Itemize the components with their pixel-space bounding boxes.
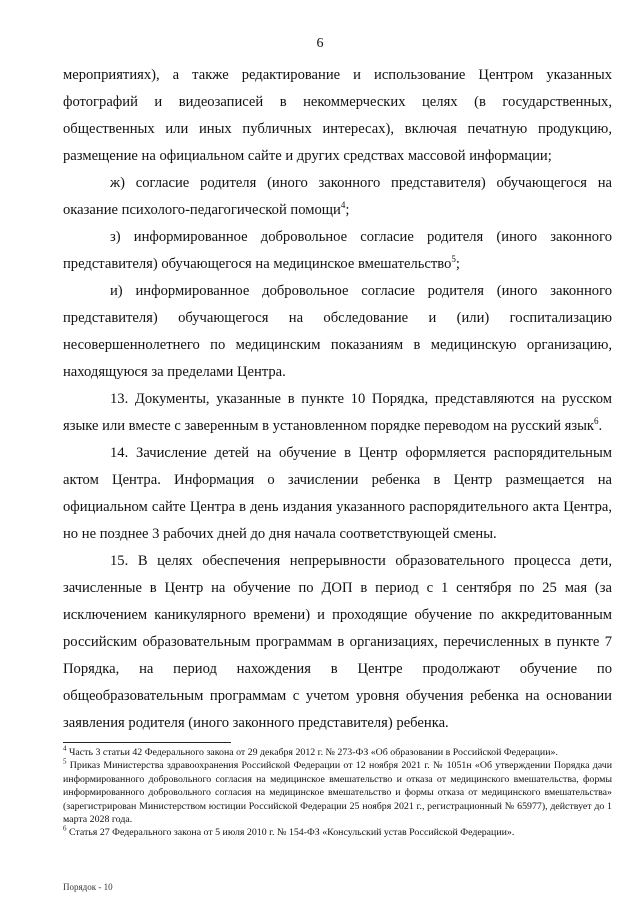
footnote-mark: 4 [63,744,67,753]
footnote-ref-4[interactable]: 4 [340,200,346,211]
paragraph-item-z [63,224,612,278]
paragraph-item-i: и) информированное добровольное согласие родителя (иного законного представителя) обучающегося на обследование и (или) госпитализацию несовершеннолетнего по медицинским показаниям в медицинскую организацию, находящуюся за пределами Центра. [63,283,612,380]
footnote-mark: 6 [63,825,67,834]
paragraph-punct: ; [455,256,460,272]
paragraph-14: 14. Зачисление детей на обучение в Центр оформляется распорядительным актом Центра. Информация о зачислении ребенка в Центр размещается на официальном сайте Центра в день издания указанного распорядительного акта Центра, но не позднее 3 рабочих дней до дня начала соответствующей смены. [63,445,612,542]
footnote-text: Статья 27 Федерального закона от 5 июля 2010 г. № 154-ФЗ «Консульский устав Российской Федерации». [66,827,515,839]
paragraph-text: 13. Документы, указанные в пункте 10 Порядка, представляются на русском языке или вместе с заверенным в установленном порядке переводом на русский язык [63,391,612,434]
footnotes [63,746,612,840]
document-body [63,62,612,737]
footnote-mark: 5 [63,758,67,767]
paragraph-15: 15. В целях обеспечения непрерывности образовательного процесса дети, зачисленные в Центр на обучение по ДОП в период с 1 сентября по 25 мая (за исключением каникулярного времени) и проходящие обучение по аккредитованным российским образовательным программам в организациях, перечисленных в пункте 7 Порядка, на период нахождения в Центре продолжают обучение по общеобразовательным программам с учетом уровня обучения ребенка на основании заявления родителя (иного законного представителя) ребенка. [63,553,612,731]
footnote-6 [63,826,612,839]
footnote-5 [63,759,612,826]
paragraph-13 [63,386,612,440]
paragraph-punct: . [598,418,603,434]
footnote-text: Часть 3 статьи 42 Федерального закона от 29 декабря 2012 г. № 273-ФЗ «Об образовании в Российской Федерации». [66,747,558,758]
footnote-4 [63,746,612,759]
paragraph-text: ж) согласие родителя (иного законного представителя) обучающегося на оказание психолого-педагогической помощи [63,175,612,218]
paragraph-continuation: мероприятиях), а также редактирование и использование Центром указанных фотографий и видеозаписей в некоммерческих целях (в государственных, общественных или иных публичных интересах), включая печатную продукцию, размещение на официальном сайте и других средствах массовой информации; [63,67,612,164]
paragraph-text: з) информированное добровольное согласие родителя (иного законного представителя) обучающегося на медицинское вмешательство [63,229,612,272]
paragraph-punct: ; [345,202,350,218]
footnote-ref-5[interactable]: 5 [451,254,456,265]
page-footer: Порядок - 10 [63,882,113,892]
footnote-divider [63,742,231,743]
paragraph-item-zh [63,170,612,224]
footnote-text: Приказ Министерства здравоохранения Российской Федерации от 12 ноября 2021 г. № 1051н «Об утверждении Порядка дачи информированного добровольного согласия на медицинское вмешательство и отказа от медицинского вмешательства, формы информированного добровольного согласия на медицинское вмешательство и формы отказа от медицинского вмешательства» (зарегистрирован Министерством юстиции Российской Федерации 25 ноября 2021 г., регистрационный № 65977), действует до 1 марта 2028 года. [63,760,612,826]
page-number: 6 [316,36,324,51]
footnote-ref-6[interactable]: 6 [594,416,599,427]
